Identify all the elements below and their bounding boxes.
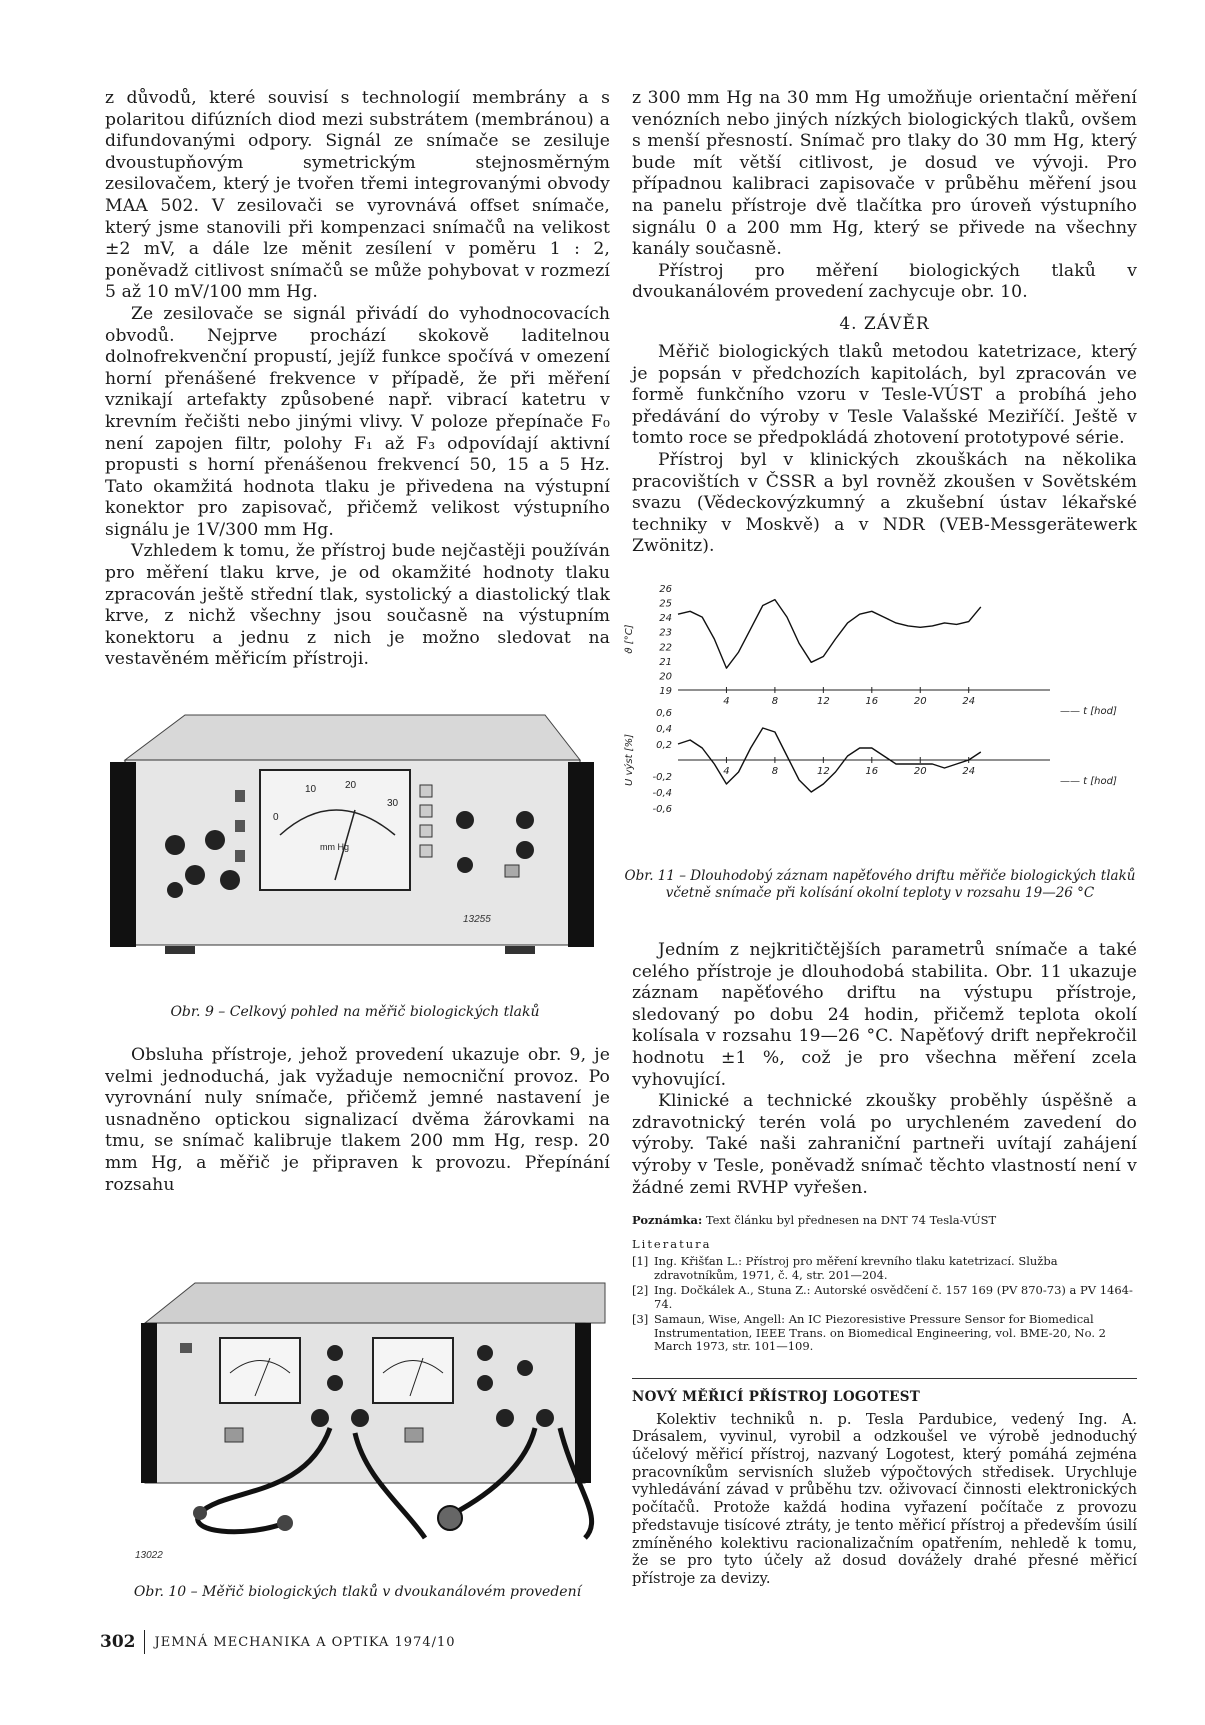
literature-title: Literatura <box>632 1237 712 1252</box>
x-tick-label: 8 <box>771 766 779 777</box>
y-tick-label: 19 <box>659 686 672 697</box>
footer-divider <box>144 1630 145 1654</box>
reference-item <box>632 1313 1137 1354</box>
y-tick-label: 21 <box>659 656 672 668</box>
fig9-caption: Obr. 9 – Celkový pohled na měřič biologických tlaků <box>170 1004 540 1020</box>
y-tick-label: 23 <box>659 627 672 639</box>
page-number: 302 <box>100 1632 136 1652</box>
right-column <box>632 88 1137 558</box>
y-tick-label: 20 <box>659 671 672 683</box>
fig10-photo <box>105 1268 610 1578</box>
y-tick-label: 25 <box>659 598 672 610</box>
note <box>632 1213 1137 1227</box>
y-tick-label: -0,6 <box>652 804 672 815</box>
y-tick-label: 0,4 <box>656 724 672 735</box>
x-tick-label: 20 <box>913 696 927 707</box>
reference-number: [2] <box>632 1283 649 1298</box>
y-axis-label: ϑ [°C] <box>624 624 635 654</box>
y-tick-label: 0,2 <box>656 740 672 751</box>
reference-number: [3] <box>632 1312 649 1327</box>
fig11-caption: Obr. 11 – Dlouhodobý záznam napěťového driftu měřiče biologických tlaků včetně snímače při kolísání okolní teploty v rozsahu 19—26 °C <box>624 868 1136 901</box>
box-text: Kolektiv techniků n. p. Tesla Pardubice, vedený Ing. A. Drásalem, vyvinul, vyrobil a odzkoušel ve výrobě jednoduchý účelový měřicí přístroj, nazvaný Logotest, který pomáhá zejména pracovníkům servisních služeb výpočtových středisek. Urychluje vyhledávání závad v průběhu tzv. oživovací činnosti elektronických počítačů. Protože každá hodina vyřazení počítače z provozu představuje tisícové ztráty, je tento měřicí přístroj a především úsilí zmíněného kolektivu racionalizačním opatřením, nehledě k tomu, že se pro tyto účely až dosud dovážely drahé přesné měřicí přístroje za devizy. <box>632 1410 1137 1587</box>
y-tick-label: 24 <box>659 613 672 625</box>
y-tick-label: 0,6 <box>656 708 672 719</box>
left-paragraph-4: Obsluha přístroje, jehož provedení ukazuje obr. 9, je velmi jednoduchá, jak vyžaduje nemocniční provoz. Po vyrovnání nuly snímače, přičemž jemné nastavení je usnadněno optickou signalizací dvěma žárovkami na tmu, se snímač kalibruje tlakem 200 mm Hg, resp. 20 mm Hg, a měřič je připraven k provozu. Přepínání rozsahu <box>105 1045 610 1195</box>
reference-text: Samaun, Wise, Angell: An IC Piezoresistive Pressure Sensor for Biomedical Instrumentation, IEEE Trans. on Biomedical Engineering, vol. BME-20, No. 2 March 1973, str. 101—109. <box>654 1312 1106 1354</box>
note-label: Poznámka: <box>632 1213 703 1228</box>
figure-9 <box>105 690 605 1030</box>
right-paragraph-1: z 300 mm Hg na 30 mm Hg umožňuje orientační měření venózních nebo jiných nízkých biologických tlaků, ovšem s menší přesností. Snímač pro tlaky do 30 mm Hg, který bude mít větší citlivost, je dosud ve vývoji. Pro případnou kalibraci zapisovače v průběhu měření jsou na panelu přístroje dvě tlačítka pro úroveň výstupního signálu 0 a 200 mm Hg, který se přivede na všechny kanály současně. <box>632 88 1137 260</box>
fig9-scale-20: 20 <box>345 780 357 791</box>
right-paragraph-4: Přístroj byl v klinických zkouškách na několika pracovištích v ČSSR a byl rovněž zkoušen v Sovětském svazu (Vědeckovýzkumný a zkušební ústav lékařské techniky v Moskvě) a v NDR (VEB-Messgerätewerk Zwönitz). <box>632 449 1137 557</box>
x-tick-label: 24 <box>962 766 976 777</box>
voltage-drift-chart <box>623 708 1117 815</box>
reference-number: [1] <box>632 1254 649 1269</box>
x-tick-label: 20 <box>913 766 927 777</box>
x-tick-label: 4 <box>723 696 730 707</box>
x-tick-label: 12 <box>816 766 830 777</box>
y-axis-label: U výst [%] <box>624 734 635 786</box>
note-text: Text článku byl přednesen na DNT 74 Tesla-VÚST <box>705 1213 997 1228</box>
x-tick-label: 24 <box>962 696 976 707</box>
box-title: NOVÝ MĚŘICÍ PŘÍSTROJ LOGOTEST <box>632 1388 921 1405</box>
right-paragraph-6: Klinické a technické zkoušky proběhly úspěšně a zdravotnický terén volá po urychleném zavedení do výroby. Také naši zahraniční partneři uvítají zahájení výroby v Tesle, poněvadž snímač těchto vlastností není v žádné zemi RVHP vyřešen. <box>632 1091 1137 1198</box>
series-line <box>678 600 981 668</box>
right-paragraph-3: Měřič biologických tlaků metodou katetrizace, který je popsán v předchozích kapitolách, byl zpracován ve formě funkčního vzoru v Tesle-VÚST a probíhá jeho předávání do výroby v Tesle Valašské Meziříčí. Ještě v tomto roce se předpokládá zhotovení prototypové série. <box>632 341 1137 449</box>
temperature-chart <box>624 584 1117 717</box>
journal-name: JEMNÁ MECHANIKA A OPTIKA 1974/10 <box>154 1634 456 1650</box>
right-paragraph-2: Přístroj pro měření biologických tlaků v dvoukanálovém provedení zachycuje obr. 10. <box>632 260 1137 303</box>
x-axis-label: —— t [hod] <box>1060 776 1117 787</box>
fig9-scale-30: 30 <box>387 798 399 809</box>
fig10-caption: Obr. 10 – Měřič biologických tlaků v dvoukanálovém provedení <box>133 1584 582 1600</box>
right-column-continued <box>632 940 1137 1588</box>
reference-text: Ing. Dočkálek A., Stuna Z.: Autorské osvědčení č. 157 169 (PV 870-73) a PV 1464-74. <box>654 1283 1133 1311</box>
y-tick-label: -0,2 <box>652 772 672 783</box>
left-column <box>105 88 610 671</box>
fig10-serial: 13022 <box>135 1550 163 1561</box>
fig9-serial: 13255 <box>463 914 491 925</box>
fig9-photo <box>105 690 605 990</box>
left-paragraph-3: Vzhledem k tomu, že přístroj bude nejčastěji používán pro měření tlaku krve, je od okamžité hodnoty tlaku zpracován ještě střední tlak, systolický a diastolický tlak krve, z nichž všechny jsou současně na výstupním konektoru a jednu z nich je možno sledovat na vestavěném měřicím přístroji. <box>105 541 610 670</box>
section-heading: 4. ZÁVĚR <box>839 313 930 334</box>
y-tick-label: -0,4 <box>652 788 672 799</box>
y-tick-label: 26 <box>659 584 672 595</box>
left-paragraph-2: Ze zesilovače se signál přivádí do vyhodnocovacích obvodů. Nejprve prochází skokově laditelnou dolnofrekvenční propustí, jejíž funkce spočívá v omezení horní přenášené frekvence v případě, že při měření vznikají artefakty způsobené např. vibrací katetru v krevním řečišti nebo jinými vlivy. V poloze přepínače F₀ není zapojen filtr, polohy F₁ až F₃ odpovídají aktivní propusti s horní přenášenou frekvencí 50, 15 a 5 Hz. Tato okamžitá hodnota tlaku je přivedena na výstupní konektor pro zapisovač, přičemž velikost výstupního signálu je 1V/300 mm Hg. <box>105 303 610 540</box>
figure-10 <box>105 1268 610 1598</box>
x-tick-label: 4 <box>723 766 730 777</box>
x-axis-label: —— t [hod] <box>1060 706 1117 717</box>
x-tick-label: 12 <box>816 696 830 707</box>
right-paragraph-5: Jedním z nejkritičtějších parametrů snímače a také celého přístroje je dlouhodobá stabilita. Obr. 11 ukazuje záznam napěťového driftu na výstupu přístroje, sledovaný po dobu 24 hodin, přičemž teplota okolí kolísala v rozsahu 19—26 °C. Napěťový drift nepřekročil hodnotu ±1 %, což je pro všechna měření zcela vyhovující. <box>632 940 1137 1090</box>
fig9-unit: mm Hg <box>320 842 349 852</box>
box-divider <box>632 1378 1137 1379</box>
figure-11 <box>620 580 1140 910</box>
fig9-scale-10: 10 <box>305 784 317 795</box>
drift-chart <box>620 580 1140 860</box>
x-tick-label: 16 <box>865 766 879 777</box>
reference-text: Ing. Křišťan L.: Přístroj pro měření krevního tlaku katetrizací. Služba zdravotníkům, 1971, č. 4, str. 201—204. <box>654 1254 1058 1282</box>
reference-list <box>632 1255 1137 1354</box>
x-tick-label: 16 <box>865 696 879 707</box>
reference-item <box>632 1284 1137 1311</box>
reference-item <box>632 1255 1137 1282</box>
page-footer <box>100 1630 456 1654</box>
x-tick-label: 8 <box>771 696 779 707</box>
fig9-scale-0: 0 <box>273 812 279 823</box>
y-tick-label: 22 <box>659 642 672 654</box>
left-column-continued <box>105 1045 610 1196</box>
left-paragraph-1: z důvodů, které souvisí s technologií membrány a s polaritou difúzních diod mezi substrátem (membránou) a difundovanými odpory. Signál ze snímače se zesiluje dvoustupňovým symetrickým stejnosměrným zesilovačem, který je tvořen třemi integrovanými obvody MAA 502. V zesilovači se vyrovnává offset snímače, který jsme stanovili při kompenzaci snímačů na velikost ±2 mV, a dále lze měnit zesílení v poměru 1 : 2, poněvadž citlivost snímačů se může pohybovat v rozmezí 5 až 10 mV/100 mm Hg. <box>105 88 610 303</box>
